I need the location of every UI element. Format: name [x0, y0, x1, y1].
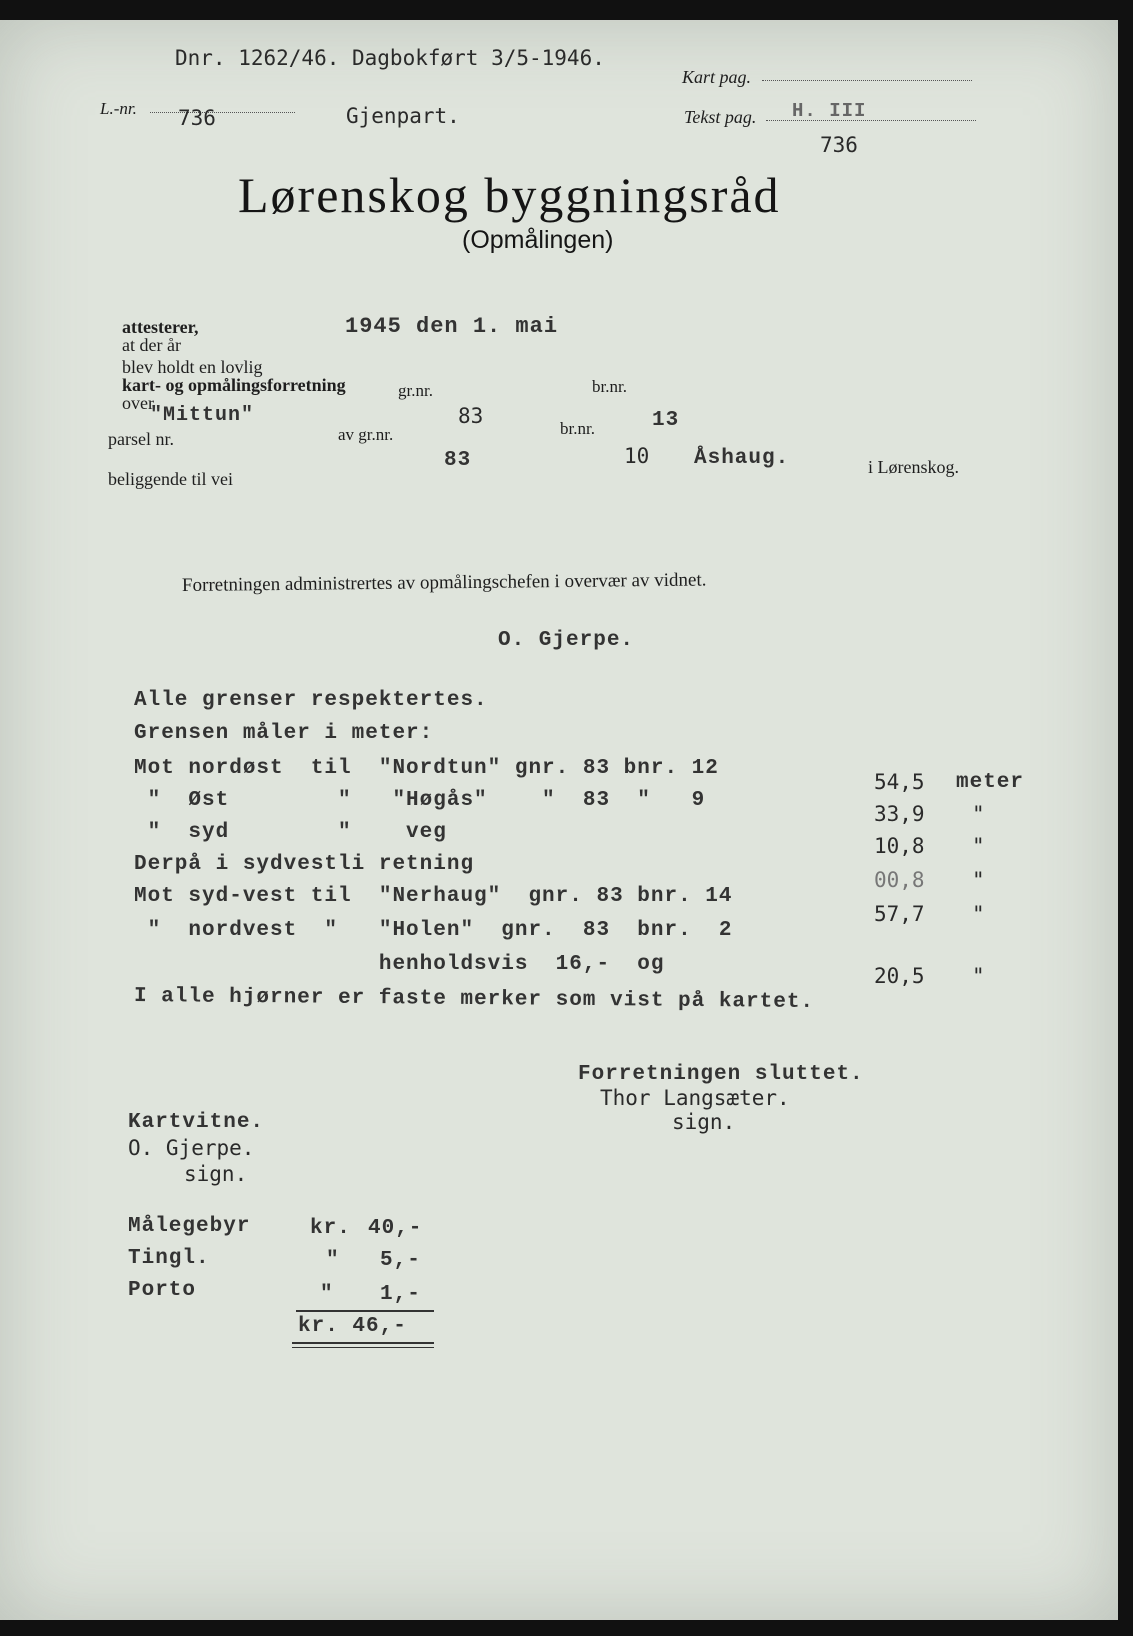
ditto-mark: ": [972, 802, 985, 826]
fee-total-rule: [292, 1342, 434, 1344]
parent-grnr: 83: [444, 449, 472, 472]
lnr-value: 736: [178, 106, 216, 130]
measure-value: 00,8: [874, 868, 925, 892]
fee-total-rule-double: [292, 1347, 434, 1348]
blev-pre: blev holdt en lovlig: [122, 357, 263, 377]
blev-post: over: [122, 393, 154, 413]
fee-amount: 40,-: [368, 1217, 423, 1240]
fee-prefix: kr.: [310, 1217, 351, 1240]
measure-value: 33,9: [874, 802, 925, 826]
measure-value: 57,7: [874, 902, 925, 926]
fee-amount: 1,-: [380, 1283, 421, 1306]
kart-pag-label: Kart pag.: [682, 67, 752, 87]
kartvitne-sign: sign.: [184, 1162, 248, 1186]
brnr-label: br.nr.: [560, 419, 595, 438]
dnr-line: Dnr. 1262/46. Dagbokført 3/5-1946.: [175, 46, 605, 70]
date-typed: 1945 den 1. mai: [345, 314, 559, 339]
ditto-mark: ": [972, 868, 985, 892]
signer-sign: sign.: [672, 1110, 736, 1134]
fee-amount: 5,-: [380, 1249, 421, 1272]
signer-name: Thor Langsæter.: [600, 1086, 790, 1110]
brnr-value: 13: [652, 409, 680, 432]
lnr-dotted-line: [150, 112, 295, 113]
fee-label: Tingl.: [128, 1247, 210, 1270]
brnr-label-top: br.nr.: [592, 377, 627, 396]
tekst-pag-value: H. III: [792, 100, 867, 122]
fee-prefix: ": [320, 1283, 334, 1306]
i-lorenskog: i Lørenskog.: [868, 457, 959, 477]
boundary-line: Mot nordøst til "Nordtun" gnr. 83 bnr. 12: [134, 757, 719, 780]
grnr-value: 83: [458, 404, 484, 428]
boundary-line: Mot syd-vest til "Nerhaug" gnr. 83 bnr. 14: [134, 885, 733, 908]
measure-value: 10,8: [874, 834, 925, 858]
parent-name: Åshaug.: [694, 447, 790, 470]
page-title: Lørenskog byggningsråd: [238, 167, 781, 223]
document-page: [0, 20, 1118, 1620]
lnr-label: L.-nr.: [100, 99, 137, 118]
boundaries-intro-1: Alle grenser respektertes.: [134, 689, 488, 712]
ditto-mark: ": [972, 902, 985, 926]
page-subtitle: (Opmålingen): [462, 226, 614, 254]
grnr-label: gr.nr.: [398, 381, 433, 400]
kart-pag-dotted-line: [762, 80, 972, 81]
ditto-mark: ": [972, 834, 985, 858]
measure-value: 20,5: [874, 964, 925, 988]
parsel-name: "Mittun": [150, 404, 255, 427]
fee-label: Porto: [128, 1279, 197, 1302]
attesterer-rest: at der år: [122, 335, 181, 355]
measure-unit: meter: [956, 771, 1025, 794]
kartvitne-title: Kartvitne.: [128, 1111, 265, 1134]
tekst-pag-number: 736: [820, 133, 858, 157]
measure-value: 54,5: [874, 770, 925, 794]
boundary-line: " Øst " "Høgås" " 83 " 9: [134, 789, 706, 812]
attesterer-bold: attesterer,: [122, 317, 199, 337]
fee-total: kr. 46,-: [298, 1315, 407, 1338]
boundaries-intro-2: Grensen måler i meter:: [134, 722, 434, 745]
gjenpart: Gjenpart.: [346, 104, 460, 128]
blev-bold: kart- og opmålingsforretning: [122, 375, 346, 395]
kartvitne-name: O. Gjerpe.: [128, 1136, 255, 1160]
boundaries-closing: I alle hjørner er faste merker som vist på kartet.: [133, 985, 815, 1014]
boundary-line: " syd " veg: [134, 821, 447, 844]
av-grnr-label: av gr.nr.: [338, 425, 394, 444]
ditto-mark: ": [972, 964, 985, 988]
fee-subtotal-rule: [296, 1310, 434, 1312]
boundary-line: Derpå i sydvestli retning: [134, 853, 475, 876]
fee-label: Målegebyr: [128, 1215, 251, 1238]
tekst-pag-label: Tekst pag.: [684, 107, 757, 127]
fee-prefix: ": [326, 1249, 340, 1272]
boundary-line: henholdsvis 16,- og: [134, 953, 665, 976]
parsel-label: parsel nr.: [108, 429, 174, 449]
administered-text: Forretningen administrertes av opmålingschefen i overvær av vidnet.: [181, 569, 707, 596]
boundary-line: " nordvest " "Holen" gnr. 83 bnr. 2: [134, 919, 733, 942]
witness-name: O. Gjerpe.: [498, 629, 635, 652]
parent-brnr: 10: [624, 444, 650, 468]
concluded-text: Forretningen sluttet.: [578, 1063, 864, 1086]
beliggende-label: beliggende til vei: [108, 469, 233, 489]
